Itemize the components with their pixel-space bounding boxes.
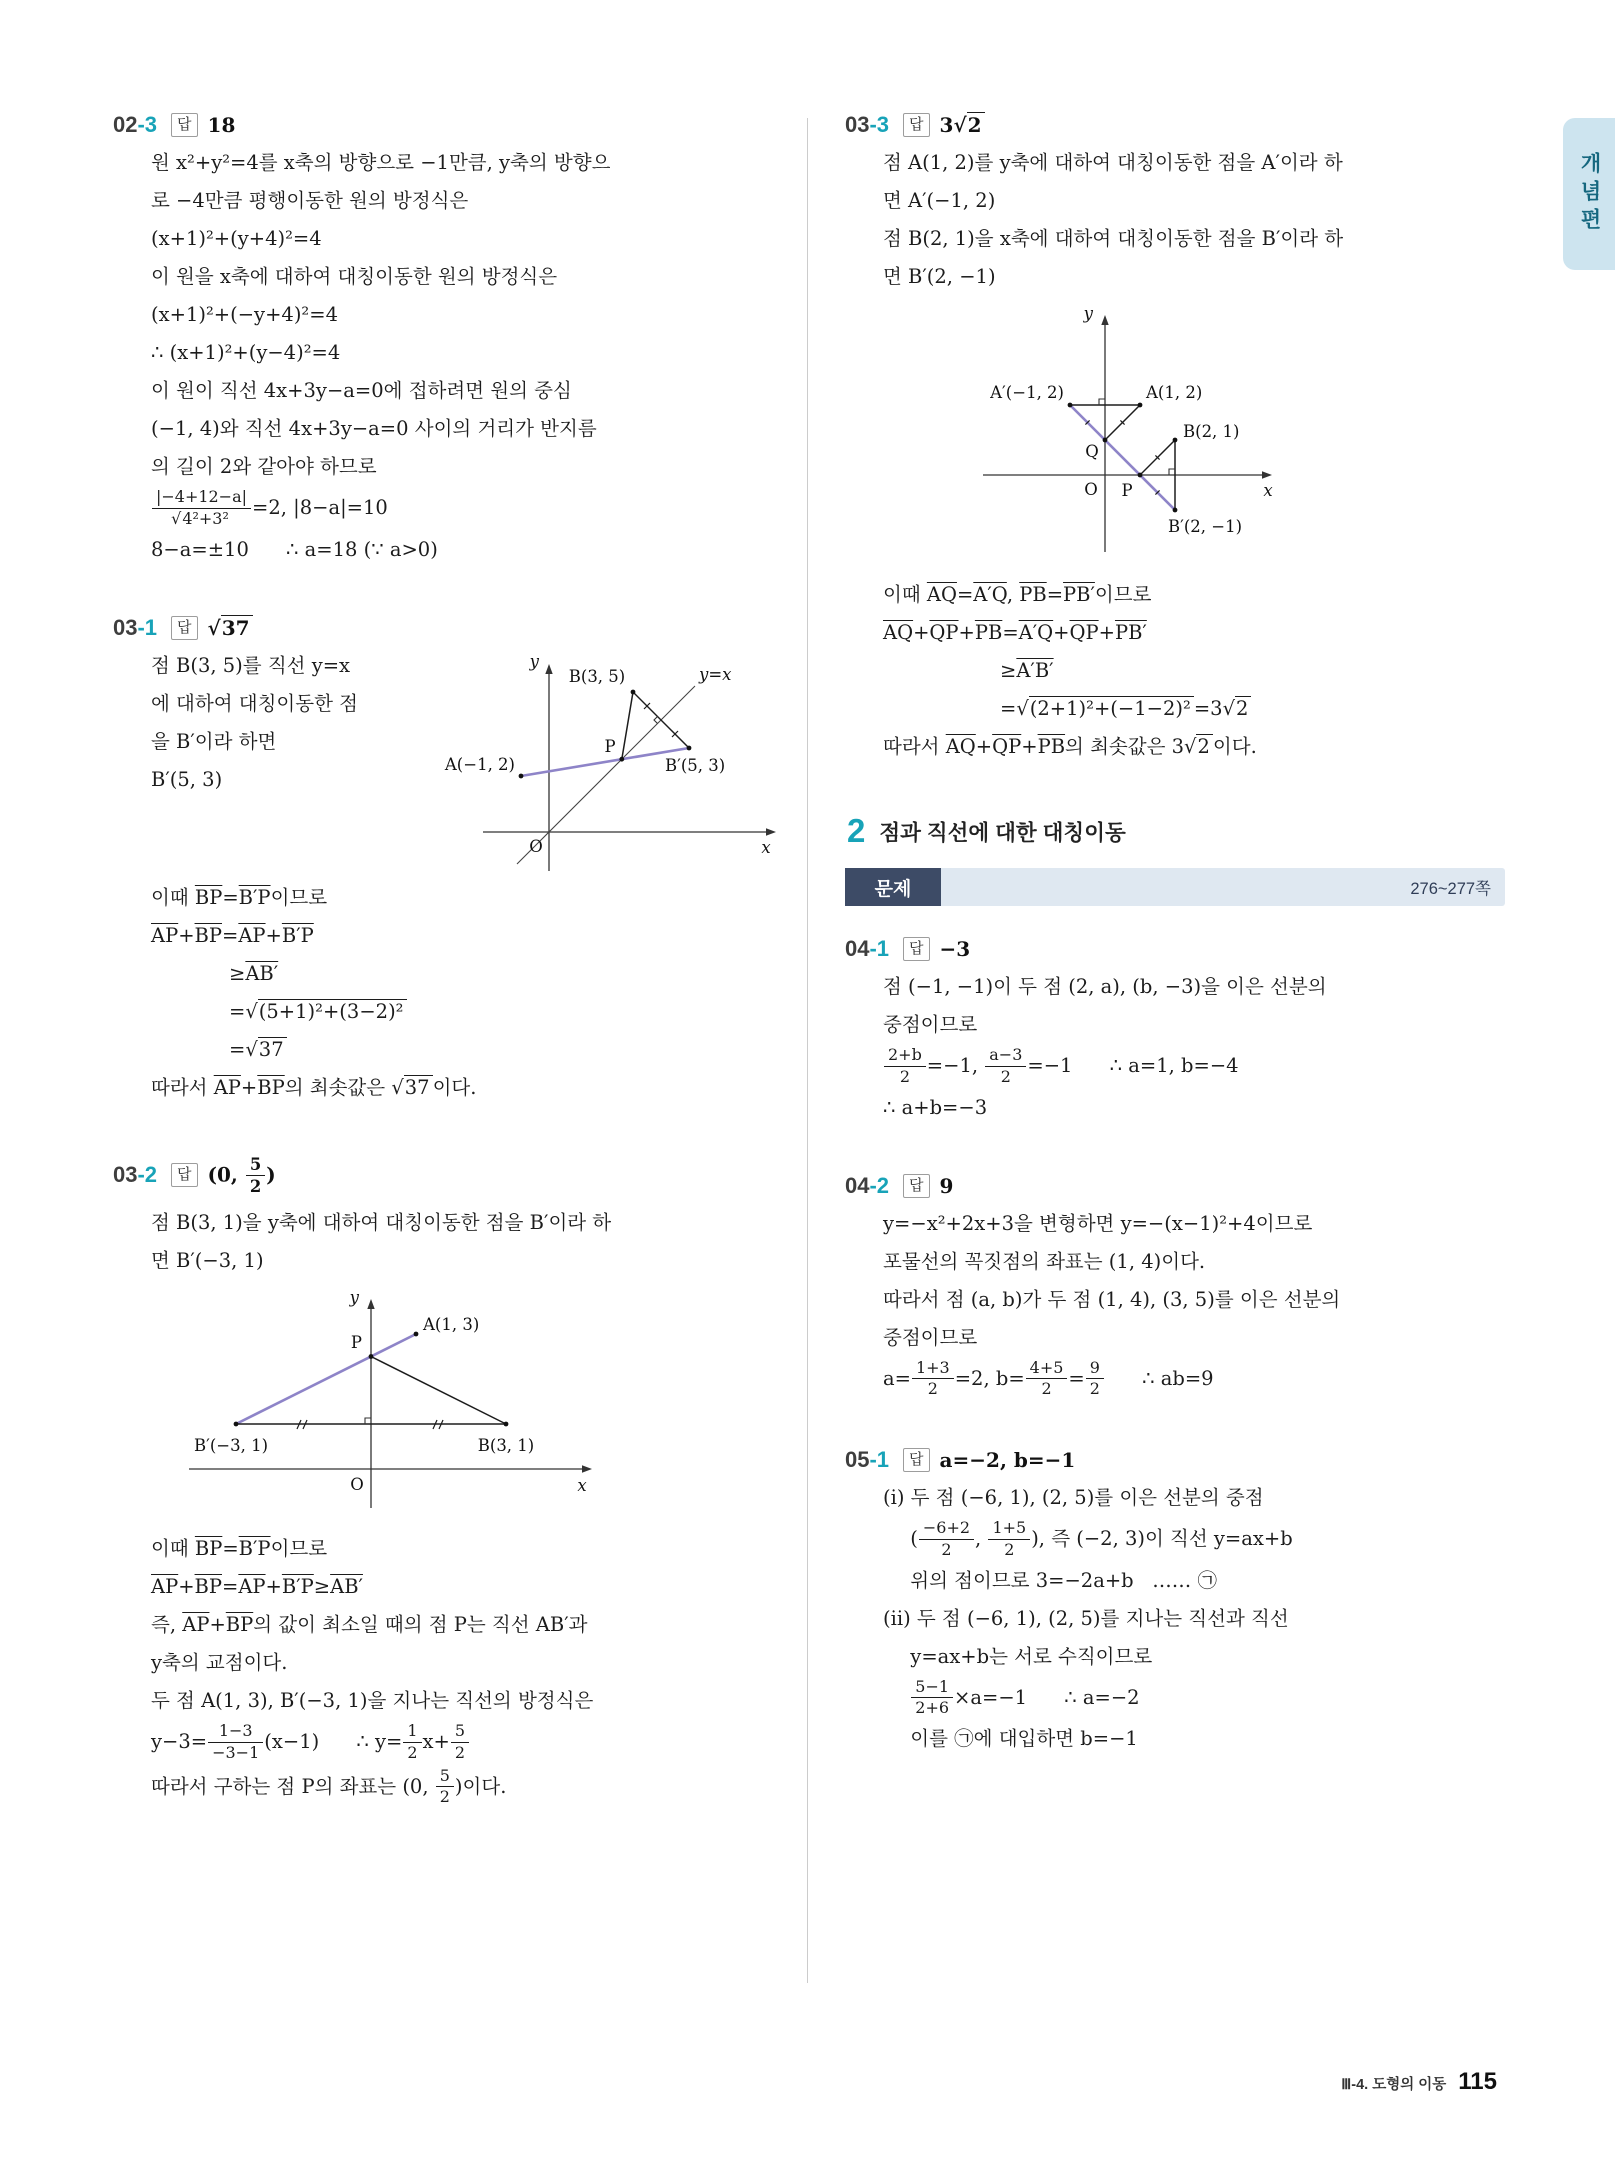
solution-line: 이 원을 x축에 대하여 대칭이동한 원의 방정식은 <box>151 265 558 288</box>
answer-value: 18 <box>207 113 236 137</box>
solution-line: (x+1)²+(−y+4)²=4 <box>151 303 338 326</box>
problem-number: 04 -1 <box>845 936 890 961</box>
label-point-q: Q <box>1085 442 1099 461</box>
right-column <box>845 112 1505 1804</box>
coordinate-diagram-reflection-y-axis <box>161 1284 601 1516</box>
solution-line: ∴ a+b=−3 <box>883 1095 988 1119</box>
right-angle-mark <box>654 716 658 723</box>
column-divider <box>807 118 808 1983</box>
solution-line: 을 B′이라 하면 <box>151 729 277 753</box>
solution-line: $\frac{|-4+12-a|}{\text{√4²+3²}}$ =2, |8−a|=10 <box>151 486 773 531</box>
solution-line: 따라서 점 (a, b)가 두 점 (1, 4), (3, 5)를 이은 선분의 <box>883 1287 1341 1311</box>
label-point-a: A(−1, 2) <box>444 754 515 774</box>
solution-line: $\frac{2+b}{2}$ =−1, $\frac{a-3}{2}$ =−1 ∴ a=1, b=−4 <box>883 1044 1505 1089</box>
problem-bar-pages: 276~277쪽 <box>1410 880 1491 898</box>
solution-line: 두 점 A(1, 3), B′(−3, 1)을 지나는 직선의 방정식은 <box>151 1689 594 1713</box>
solution-line: 이때 $\overline{BP}=B'P$이므로 <box>151 885 328 909</box>
solution-line: 점 B(3, 1)을 y축에 대하여 대칭이동한 점을 B′이라 하 <box>151 1211 612 1235</box>
solution-line: 이때 $\overline{BP}=B'P$이므로 <box>151 1537 328 1561</box>
axes <box>483 664 776 871</box>
solution-line: 중점이므로 <box>883 1325 978 1349</box>
section-header <box>847 812 1505 850</box>
solution-line: y축의 교점이다. <box>151 1651 288 1675</box>
answer-label: 답 <box>171 1163 198 1187</box>
label-point-a: A(1, 2) <box>1146 383 1203 402</box>
solution-body <box>113 1204 773 1280</box>
page-footer <box>1341 2068 1497 2096</box>
solution-line: $\overline{AQ}+\overline{QP}+\overline{PB}=A'Q+\overline{QP}+PB'$ <box>883 621 1147 644</box>
footer-chapter: Ⅲ-4. 도형의 이동 <box>1341 2077 1447 2093</box>
solution-line: 이때 $\overline{AQ}=A'Q$, $\overline{PB}=PB'$이므로 <box>883 583 1152 606</box>
diagram-wrap <box>965 300 1505 566</box>
answer-value: 9 <box>939 1173 954 1198</box>
concept-tab-label: 개념편 <box>1578 152 1601 236</box>
solution-body <box>113 647 469 799</box>
solution-body <box>845 1479 1505 1758</box>
problem-header <box>845 936 1505 962</box>
y-axis-label: y <box>349 1288 359 1308</box>
solution-body <box>113 879 773 1107</box>
problem-number: 03 -3 <box>845 112 890 137</box>
problem-header <box>113 1153 773 1199</box>
solution-body <box>845 576 1505 766</box>
label-line-yx: y=x <box>699 664 732 684</box>
solution-line: 이를 ㉠에 대입하면 b=−1 <box>910 1727 1138 1751</box>
solution-line: 위의 점이므로 3=−2a+b …… ㉠ <box>910 1568 1217 1592</box>
solution-line: $\overline{AP}+\overline{BP}=\overline{AP}+B'P\ge AB'$ <box>151 1575 363 1599</box>
solution-line: y=ax+b는 서로 수직이므로 <box>910 1644 1153 1668</box>
solution-line: (x+1)²+(y+4)²=4 <box>151 227 322 250</box>
problem-03-1 <box>113 615 773 1107</box>
answer-value: 3√2 <box>940 113 985 137</box>
problem-02-3 <box>113 112 773 569</box>
solution-line: 점 A(1, 2)를 y축에 대하여 대칭이동한 점을 A′이라 하 <box>883 151 1343 174</box>
solution-line: 원 x²+y²=4를 x축의 방향으로 −1만큼, y축의 방향으 <box>151 151 611 174</box>
solution-line: ( $\frac{-6+2}{2}$ , $\frac{1+5}{2}$ ), 즉 (−2, 3)이 직선 y=ax+b <box>910 1518 1293 1559</box>
problem-number: 05 -1 <box>845 1447 890 1473</box>
problem-03-2 <box>113 1153 773 1810</box>
label-point-b-prime: B′(2, −1) <box>1168 517 1243 536</box>
problem-03-3 <box>845 112 1505 766</box>
problem-header <box>845 1173 1505 1199</box>
coordinate-diagram-double-reflection <box>965 300 1295 562</box>
solution-line: 따라서 구하는 점 P의 좌표는 (0, $\frac{5}{2}$ )이다. <box>151 1765 507 1807</box>
solution-line: 면 B′(2, −1) <box>883 265 996 288</box>
answer-label: 답 <box>171 113 198 137</box>
answer-value: a=−2, b=−1 <box>939 1448 1076 1473</box>
problem-number: 03 -2 <box>113 1162 158 1188</box>
answer-label: 답 <box>903 1448 930 1472</box>
solution-line: =√37 <box>151 1031 773 1069</box>
origin-label: O <box>1084 480 1098 499</box>
label-point-b-prime: B′(−3, 1) <box>193 1436 269 1456</box>
label-point-p: P <box>1121 481 1133 500</box>
answer-label: 답 <box>903 113 930 137</box>
solution-line: $\frac{5-1}{2+6}$ ×a=−1 ∴ a=−2 <box>883 1676 1505 1721</box>
problem-number: 04 -2 <box>845 1172 890 1198</box>
solution-line: 의 길이 2와 같아야 하므로 <box>151 455 377 478</box>
y-axis-label: y <box>529 651 539 671</box>
solution-line: (ii) 두 점 (−6, 1), (2, 5)를 지나는 직선과 직선 <box>883 1606 1289 1630</box>
problem-number: 03 -1 <box>113 614 158 640</box>
solution-line: 따라서 $\overline{AP}+\overline{BP}$의 최솟값은 √37 이다. <box>151 1075 477 1099</box>
label-point-b: B(2, 1) <box>1183 422 1240 441</box>
problem-header <box>113 112 773 138</box>
solution-body <box>113 1530 773 1809</box>
problem-reference-bar <box>845 868 1505 906</box>
solution-line: =√(2+1)²+(−1−2)² =3√2 <box>883 690 1505 728</box>
solution-line: 포물선의 꼭짓점의 좌표는 (1, 4)이다. <box>883 1249 1206 1273</box>
diagram-wrap <box>161 1284 773 1520</box>
answer-label: 답 <box>171 616 198 640</box>
right-angle-mark <box>365 1418 371 1424</box>
solution-line: ∴ (x+1)²+(y−4)²=4 <box>151 341 341 364</box>
problem-header <box>113 615 773 641</box>
answer-value: √37 <box>208 616 253 640</box>
problem-04-1 <box>845 936 1505 1127</box>
answer-value: (0, $\frac{5}{2}$ ) <box>207 1154 276 1196</box>
solution-line: 이 원이 직선 4x+3y−a=0에 접하려면 원의 중심 <box>151 379 572 402</box>
solution-line: 중점이므로 <box>883 1013 978 1036</box>
solution-line: $\overline{AP}+\overline{BP}=\overline{AP}+B'P$ <box>151 923 314 947</box>
solution-line: ≥A′B′ <box>1000 659 1054 682</box>
x-axis-label: x <box>577 1476 587 1496</box>
solution-line: 점 (−1, −1)이 두 점 (2, a), (b, −3)을 이은 선분의 <box>883 975 1327 998</box>
solution-line: 점 B(2, 1)을 x축에 대하여 대칭이동한 점을 B′이라 하 <box>883 227 1344 250</box>
label-point-b-prime: B′(5, 3) <box>665 755 726 775</box>
label-point-b: B(3, 5) <box>568 666 626 686</box>
label-point-p: P <box>604 736 616 756</box>
solution-line: ≥AB′ <box>229 961 279 985</box>
section-number: 2 <box>847 812 866 849</box>
solution-line: y−3= $\frac{1-3}{-3-1}$ (x−1) ∴ y= $\frac{1}{2}$ x+ $\frac{5}{2}$ <box>151 1720 773 1765</box>
solution-line: y=−x²+2x+3을 변형하면 y=−(x−1)²+4이므로 <box>883 1211 1313 1235</box>
left-column <box>113 112 773 1855</box>
solution-line: 따라서 $\overline{AQ}+\overline{QP}+\overline{PB}$의 최솟값은 3√2 이다. <box>883 735 1257 758</box>
problem-bar-label: 문제 <box>845 868 941 906</box>
solution-line: 면 B′(−3, 1) <box>151 1249 264 1273</box>
solution-line: 8−a=±10 ∴ a=18 (∵ a>0) <box>151 537 438 561</box>
problem-04-2 <box>845 1173 1505 1402</box>
solution-line: B′(5, 3) <box>151 767 223 791</box>
solution-line: 점 B(3, 5)를 직선 y=x <box>151 653 351 677</box>
coordinate-diagram-reflection-line-yx <box>444 647 789 879</box>
origin-label: O <box>350 1475 364 1495</box>
solution-line: 로 −4만큼 평행이동한 원의 방정식은 <box>151 189 469 212</box>
solution-line: 면 A′(−1, 2) <box>883 189 996 212</box>
concept-tab <box>1563 118 1615 270</box>
answer-label: 답 <box>903 937 930 961</box>
text-and-diagram-row <box>113 647 773 879</box>
answer-label: 답 <box>903 1174 930 1198</box>
axes <box>189 1299 592 1508</box>
solution-body <box>113 144 773 569</box>
label-point-b: B(3, 1) <box>477 1436 535 1456</box>
line-y-equals-x <box>517 686 695 864</box>
answer-value: −3 <box>939 937 971 961</box>
problem-05-1 <box>845 1447 1505 1758</box>
problem-header <box>845 1447 1505 1473</box>
solution-body <box>845 1205 1505 1402</box>
solution-line: =√(5+1)²+(3−2)² <box>151 993 773 1031</box>
solution-line: (i) 두 점 (−6, 1), (2, 5)를 이은 선분의 중점 <box>883 1486 1264 1510</box>
origin-label: O <box>529 836 543 856</box>
solution-body <box>845 144 1505 296</box>
section-title: 점과 직선에 대한 대칭이동 <box>879 820 1126 845</box>
solution-line: (−1, 4)와 직선 4x+3y−a=0 사이의 거리가 반지름 <box>151 417 597 440</box>
x-axis-label: x <box>761 837 771 857</box>
solution-body <box>845 968 1505 1127</box>
solution-line: a= $\frac{1+3}{2}$ =2, b= $\frac{4+5}{2}$ = $\frac{9}{2}$ ∴ ab=9 <box>883 1357 1214 1399</box>
label-point-p: P <box>350 1333 362 1353</box>
right-angle-marks <box>1099 399 1175 475</box>
solution-line: 에 대하여 대칭이동한 점 <box>151 691 358 715</box>
segment-a-bprime <box>236 1334 416 1424</box>
problem-header <box>845 112 1505 138</box>
problem-number: 02 -3 <box>113 112 158 137</box>
footer-page-number: 115 <box>1458 2068 1497 2095</box>
label-point-a-prime: A′(−1, 2) <box>990 383 1064 402</box>
label-point-a: A(1, 3) <box>423 1315 480 1335</box>
x-axis-label: x <box>1263 481 1273 500</box>
solution-line: 즉, $\overline{AP}+\overline{BP}$의 값이 최소일 때의 점 P는 직선 AB′과 <box>151 1613 588 1637</box>
y-axis-label: y <box>1083 304 1093 323</box>
